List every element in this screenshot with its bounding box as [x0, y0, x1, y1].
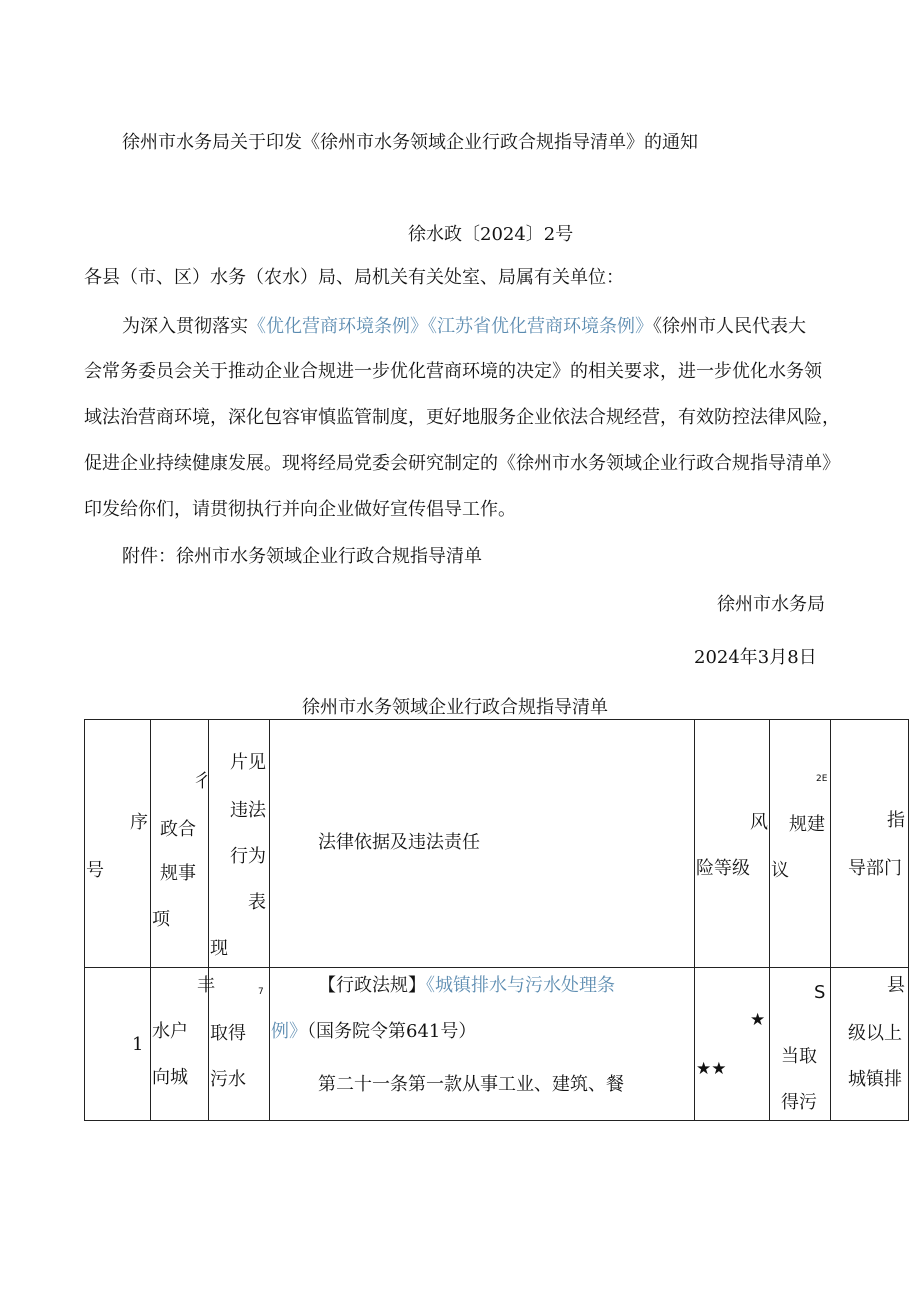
- header-item: 彳: [193, 771, 211, 792]
- header-advice: 议: [771, 860, 789, 881]
- header-risk: 风: [750, 812, 768, 833]
- row1-department: 城镇排: [848, 1069, 902, 1090]
- document-title: 徐州市水务局关于印发《徐州市水务领域企业行政合规指导清单》的通知: [122, 132, 698, 153]
- addressee-line: 各县（市、区）水务（农水）局、局机关有关处室、局属有关单位：: [84, 267, 624, 288]
- header-risk: 险等级: [696, 858, 750, 879]
- document-number: 徐水政〔2024〕2号: [408, 224, 574, 245]
- regulation-link[interactable]: 例》: [271, 1021, 307, 1042]
- header-legal-basis: 法律依据及违法责任: [318, 832, 480, 853]
- header-advice: 2E: [816, 774, 828, 784]
- row1-behavior: 污水: [210, 1069, 246, 1090]
- row1-item: 向城: [152, 1067, 188, 1088]
- row1-behavior: 取得: [210, 1023, 246, 1044]
- row1-item: 丰: [197, 975, 215, 996]
- row1-department: 级以上: [848, 1023, 902, 1044]
- header-seq: 序: [130, 812, 148, 833]
- table-column-divider: [830, 719, 831, 1121]
- regulation-link[interactable]: 《城镇排水与污水处理条: [426, 975, 615, 996]
- table-column-divider: [150, 719, 151, 1121]
- row1-legal-basis: 例》（国务院令第641号）: [271, 1021, 477, 1042]
- header-behavior: 片见: [230, 752, 266, 773]
- table-border-right: [908, 719, 909, 1121]
- header-department: 导部门: [848, 858, 902, 879]
- table-column-divider: [269, 719, 270, 1121]
- row1-advice: 得污: [781, 1092, 817, 1113]
- row1-legal-basis: 【行政法规】《城镇排水与污水处理条: [318, 975, 615, 996]
- header-seq: 号: [86, 860, 104, 881]
- body-paragraph-line: 印发给你们，请贯彻执行并向企业做好宣传倡导工作。: [84, 499, 516, 520]
- body-paragraph-line: 促进企业持续健康发展。现将经局党委会研究制定的《徐州市水务领域企业行政合规指导清单》: [84, 453, 840, 474]
- table-column-divider: [769, 719, 770, 1121]
- header-behavior: 现: [210, 938, 228, 959]
- regulation-link[interactable]: 《江苏省优化营商环境条例》: [428, 316, 653, 337]
- row1-advice: S: [814, 982, 826, 1003]
- signer: 徐州市水务局: [717, 594, 825, 615]
- header-behavior: 表: [248, 892, 266, 913]
- row1-item: 水户: [152, 1021, 188, 1042]
- row1-risk-stars: ★: [750, 1010, 766, 1030]
- body-paragraph-line: 会常务委员会关于推动企业合规进一步优化营商环境的决定》的相关要求，进一步优化水务领: [84, 361, 822, 382]
- header-item: 规事: [160, 863, 196, 884]
- body-paragraph-line: 域法治营商环境，深化包容审慎监管制度，更好地服务企业依法合规经营，有效防控法律风险，: [84, 407, 840, 428]
- header-department: 指: [887, 810, 905, 831]
- row1-advice: 当取: [781, 1046, 817, 1067]
- table-column-divider: [694, 719, 695, 1121]
- header-item: 政合: [160, 819, 196, 840]
- row1-department: 县: [887, 975, 905, 996]
- list-title: 徐州市水务领域企业行政合规指导清单: [302, 697, 608, 718]
- row1-behavior: 7: [258, 987, 264, 997]
- header-item: 项: [152, 909, 170, 930]
- attachment-line: 附件：徐州市水务领域企业行政合规指导清单: [122, 546, 482, 567]
- row1-risk-stars: ★★: [696, 1059, 727, 1079]
- regulation-link[interactable]: 《优化营商环境条例》: [248, 316, 428, 337]
- row1-legal-basis: 第二十一条第一款从事工业、建筑、餐: [318, 1074, 624, 1095]
- table-column-divider: [84, 719, 85, 1121]
- body-paragraph-line: 为深入贯彻落实《优化营商环境条例》《江苏省优化营商环境条例》《徐州市人民代表大: [122, 316, 806, 337]
- header-behavior: 行为: [230, 846, 266, 867]
- header-behavior: 违法: [230, 800, 266, 821]
- sign-date: 2024年3月8日: [694, 647, 817, 668]
- row1-seq: 1: [132, 1034, 144, 1055]
- header-advice: 规建: [789, 814, 825, 835]
